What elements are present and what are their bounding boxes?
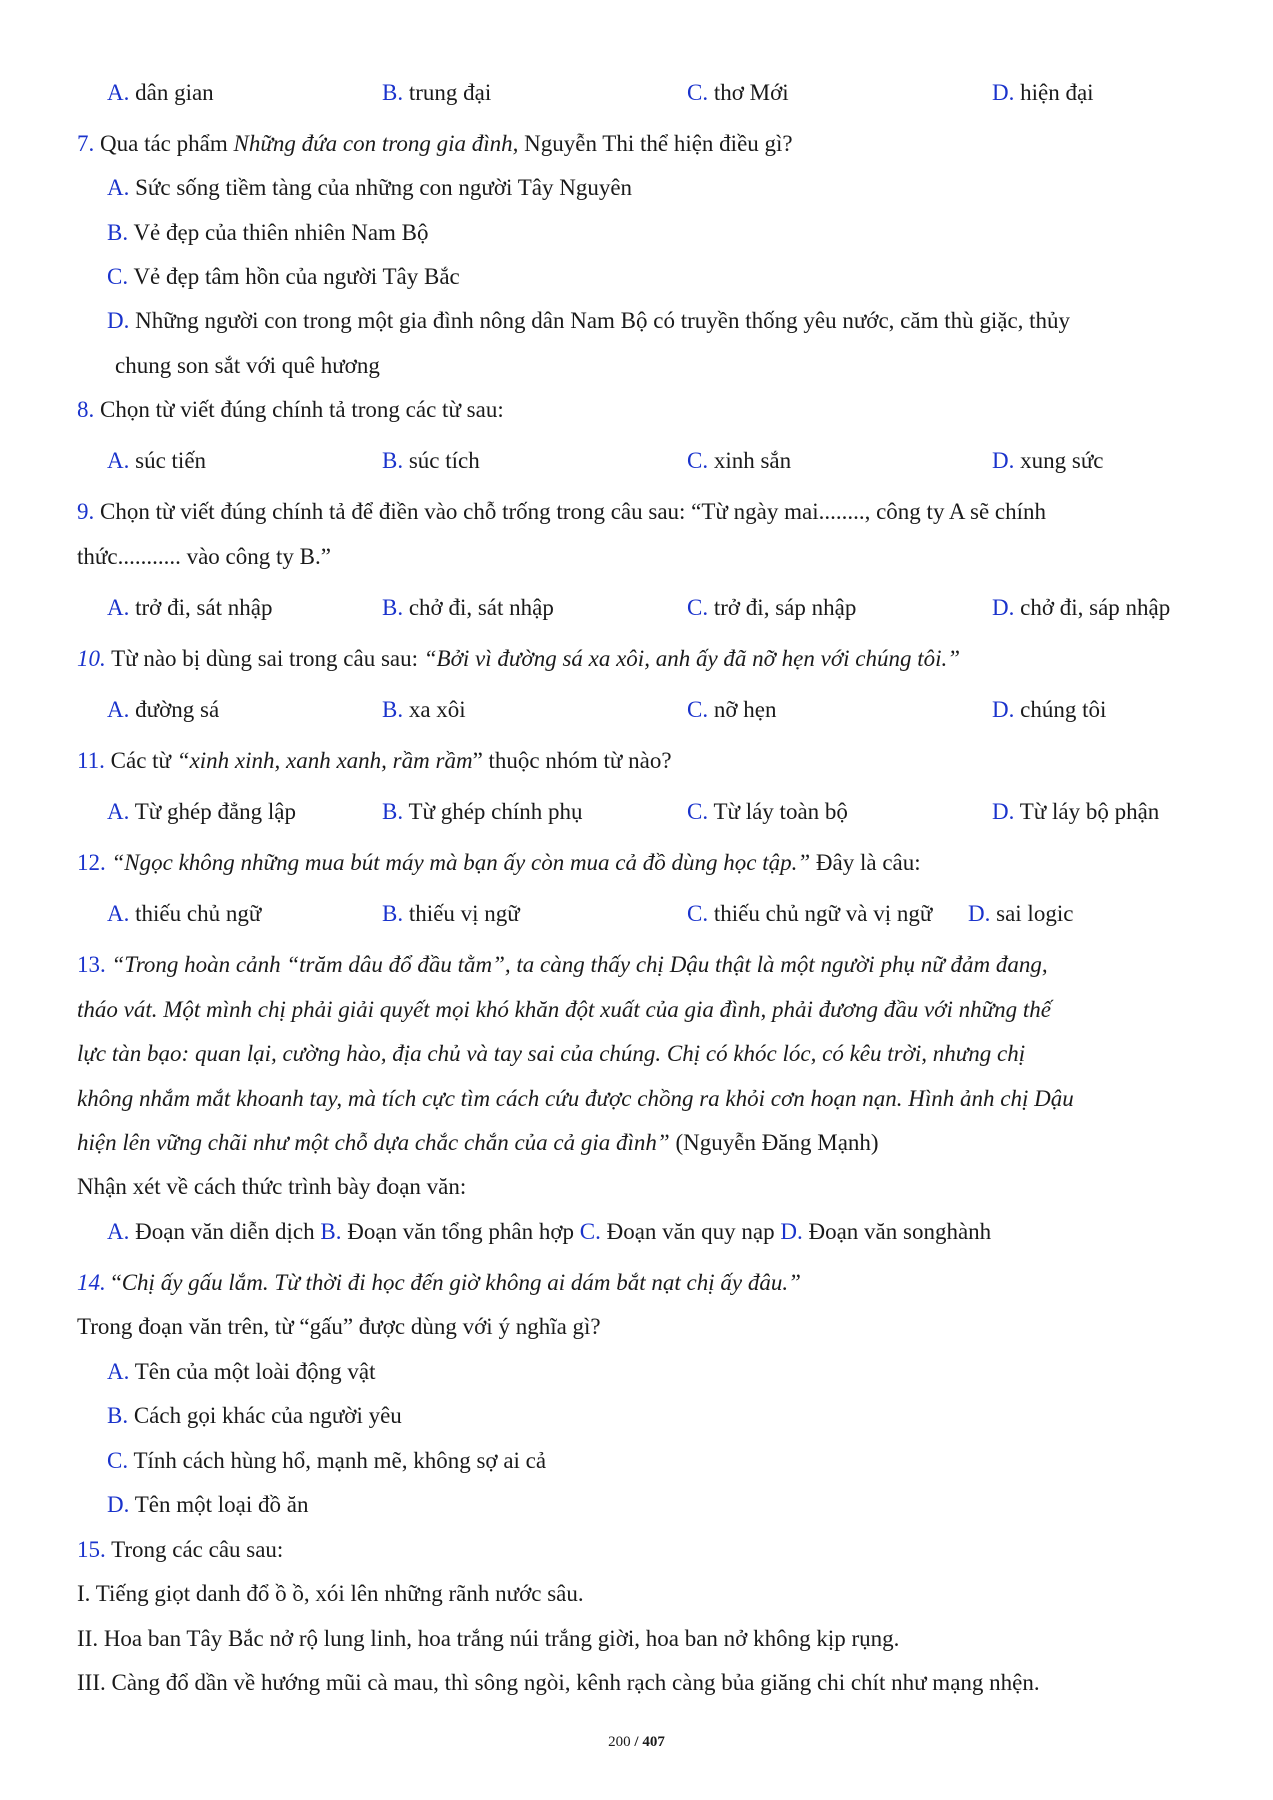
q13-passage-line-3: lực tàn bạo: quan lại, cường hào, địa chủ và tay sai của chúng. Chị có khóc lóc, có kêu trời, nhưng chị <box>77 1041 1026 1066</box>
q13-options-text: A. Đoạn văn diễn dịch B. Đoạn văn tổng phân hợp C. Đoạn văn quy nạp D. Đoạn văn songhành <box>107 1219 992 1244</box>
q7-option-b: B. Vẻ đẹp của thiên nhiên Nam Bộ <box>107 220 429 245</box>
q8-option-b: B. súc tích <box>382 448 480 473</box>
q10-question: 10. Từ nào bị dùng sai trong câu sau: “Bởi vì đường sá xa xôi, anh ấy đã nỡ hẹn với chúng tôi.” <box>77 646 961 671</box>
q15-item-3: III. Càng đổ dần về hướng mũi cà mau, thì sông ngòi, kênh rạch càng bủa giăng chi chít như mạng nhện. <box>77 1670 1040 1695</box>
q7-option-a: A. Sức sống tiềm tàng của những con người Tây Nguyên <box>107 175 633 200</box>
q7-option-c: C. Vẻ đẹp tâm hồn của người Tây Bắc <box>107 264 460 289</box>
q7-question: 7. Qua tác phẩm Những đứa con trong gia đình, Nguyễn Thi thể hiện điều gì? <box>77 131 793 156</box>
q9-option-a: A. trở đi, sát nhập <box>107 595 273 620</box>
q14-option-d: D. Tên một loại đồ ăn <box>107 1492 309 1517</box>
q9-question-line-1: 9. Chọn từ viết đúng chính tả để điền vào chỗ trống trong câu sau: “Từ ngày mai........, công ty A sẽ chính <box>77 499 1047 524</box>
q9-question-line-2: thức........... vào công ty B.” <box>77 544 331 569</box>
q13-passage-line-1: 13. “Trong hoàn cảnh “trăm dâu đổ đầu tằm”, ta càng thấy chị Dậu thật là một người phụ nữ đảm đang, <box>77 952 1048 977</box>
q10-options <box>0 693 1273 727</box>
page-number: 200 / 407 <box>608 1734 665 1750</box>
q11-option-b: B. Từ ghép chính phụ <box>382 799 583 824</box>
q12-option-b: B. thiếu vị ngữ <box>382 901 520 926</box>
q9-option-c: C. trở đi, sáp nhập <box>687 595 857 620</box>
q9-options <box>0 591 1273 625</box>
q11-option-a: A. Từ ghép đẳng lập <box>107 799 296 824</box>
q9-option-d: D. chở đi, sáp nhập <box>992 595 1171 620</box>
q11-option-c: C. Từ láy toàn bộ <box>687 799 848 824</box>
q7-option-d: D. Những người con trong một gia đình nông dân Nam Bộ có truyền thống yêu nước, căm thù giặc, thủy <box>107 308 1071 333</box>
q13-passage-line-2: tháo vát. Một mình chị phải giải quyết mọi khó khăn đột xuất của gia đình, phải đương đầu với những thế <box>77 997 1051 1022</box>
q14-ask: Trong đoạn văn trên, từ “gấu” được dùng với ý nghĩa gì? <box>77 1314 601 1339</box>
q12-option-c: C. thiếu chủ ngữ và vị ngữ <box>687 901 933 926</box>
q10-option-d: D. chúng tôi <box>992 697 1107 722</box>
q13-question: Nhận xét về cách thức trình bày đoạn văn: <box>77 1174 467 1199</box>
q12-option-d: D. sai logic <box>968 901 1074 926</box>
q8-option-c: C. xinh sắn <box>687 448 792 473</box>
q6-option-b: B. trung đại <box>382 80 492 105</box>
q12-option-a: A. thiếu chủ ngữ <box>107 901 262 926</box>
q10-option-a: A. đường sá <box>107 697 220 722</box>
q8-question: 8. Chọn từ viết đúng chính tả trong các từ sau: <box>77 397 504 422</box>
q9-option-b: B. chở đi, sát nhập <box>382 595 554 620</box>
q8-option-d: D. xung sức <box>992 448 1104 473</box>
q15-question: 15. Trong các câu sau: <box>77 1537 284 1562</box>
q10-option-b: B. xa xôi <box>382 697 466 722</box>
q11-option-d: D. Từ láy bộ phận <box>992 799 1160 824</box>
q7-option-d-continued: chung son sắt với quê hương <box>115 353 380 378</box>
q12-options <box>0 897 1273 931</box>
q14-option-a: A. Tên của một loài động vật <box>107 1359 376 1384</box>
q15-item-2: II. Hoa ban Tây Bắc nở rộ lung linh, hoa trắng núi trắng giời, hoa ban nở không kịp rụng. <box>77 1626 900 1651</box>
q10-option-c: C. nỡ hẹn <box>687 697 777 722</box>
q13-options <box>0 1215 1273 1249</box>
q6-options <box>0 76 1273 110</box>
q6-option-c: C. thơ Mới <box>687 80 789 105</box>
q11-options <box>0 795 1273 829</box>
q8-option-a: A. súc tiến <box>107 448 207 473</box>
q14-option-c: C. Tính cách hùng hổ, mạnh mẽ, không sợ ai cả <box>107 1448 547 1473</box>
q8-options <box>0 444 1273 478</box>
q6-option-d: D. hiện đại <box>992 80 1094 105</box>
q11-question: 11. Các từ “xinh xinh, xanh xanh, rầm rầm” thuộc nhóm từ nào? <box>77 748 672 773</box>
q13-passage-line-4: không nhắm mắt khoanh tay, mà tích cực tìm cách cứu được chồng ra khỏi cơn hoạn nạn. Hình ảnh chị Dậu <box>77 1086 1074 1111</box>
q14-option-b: B. Cách gọi khác của người yêu <box>107 1403 402 1428</box>
q14-question: 14. “Chị ấy gấu lắm. Từ thời đi học đến giờ không ai dám bắt nạt chị ấy đâu.” <box>77 1270 801 1295</box>
q13-passage-line-5: hiện lên vững chãi như một chỗ dựa chắc chắn của cả gia đình” (Nguyễn Đăng Mạnh) <box>77 1130 879 1155</box>
q12-question: 12. “Ngọc không những mua bút máy mà bạn ấy còn mua cả đồ dùng học tập.” Đây là câu: <box>77 850 921 875</box>
q15-item-1: I. Tiếng giọt danh đổ ồ ồ, xói lên những rãnh nước sâu. <box>77 1581 584 1606</box>
q6-option-a: A. dân gian <box>107 80 214 105</box>
